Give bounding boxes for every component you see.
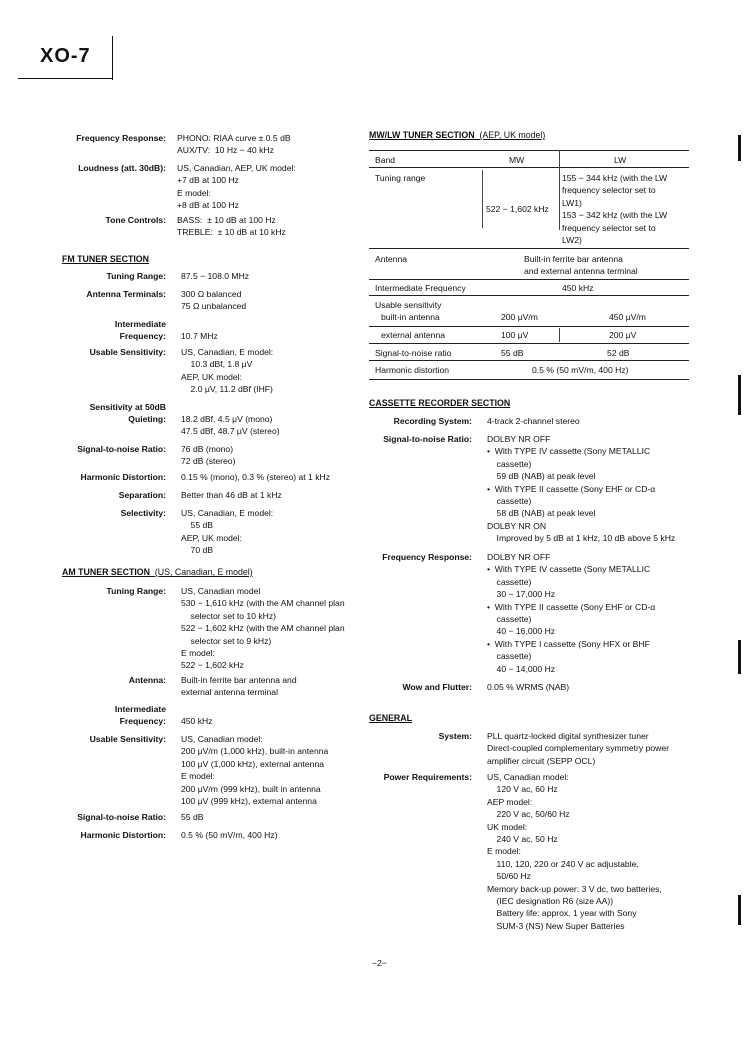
mwlw-row-tuning <box>369 167 689 245</box>
spec-value-line: 55 dB <box>181 520 214 531</box>
spec-label-text: Frequency: <box>119 716 166 726</box>
sens-builtin-label: built-in antenna <box>381 312 440 322</box>
spec-value-line: 55 dB <box>181 812 204 822</box>
spec-label-text: Quieting: <box>128 414 166 424</box>
spec-label-text: Antenna Terminals: <box>86 289 166 299</box>
spec-label-text: Selectivity: <box>120 508 166 518</box>
spec-value-line: cassette) <box>487 651 532 662</box>
spec-label-text: System: <box>438 731 472 741</box>
sens-external-mw: 100 μV <box>501 330 529 340</box>
spec-value-line: 50/60 Hz <box>487 871 531 882</box>
spec-value-line: BASS: ± 10 dB at 100 Hz <box>177 215 276 225</box>
spec-value-line: 2.0 μV, 11.2 dBf (IHF) <box>181 384 273 395</box>
spec-value-line: UK model: <box>487 821 528 832</box>
spec-value-line: 18.2 dBf, 4.5 μV (mono) <box>181 414 273 424</box>
spec-value-line: DOLBY NR OFF <box>487 434 551 444</box>
spec-value-line: 40 − 14,000 Hz <box>487 663 556 674</box>
cell-line: 155 − 344 kHz (with the LW <box>562 173 668 183</box>
spec-label-text: Antenna: <box>128 675 166 685</box>
spec-value-line: SUM-3 (NS) New Super Batteries <box>487 920 625 931</box>
mwlw-row-sensitivity <box>369 295 689 322</box>
thd-value: 0.5 % (50 mV/m, 400 Hz) <box>532 365 629 375</box>
scan-edge-mark <box>738 895 741 925</box>
cell-line: LW2) <box>562 235 582 245</box>
spec-label-text: Frequency Response: <box>382 552 472 562</box>
spec-value-line: 530 − 1,610 kHz (with the AM channel plan <box>181 598 345 609</box>
spec-value-line: • With TYPE IV cassette (Sony METALLIC <box>487 446 651 457</box>
am-title-text: AM TUNER SECTION <box>62 567 150 577</box>
spec-label-text: Usable Sensitivity: <box>89 347 166 357</box>
cell-line: 153 − 342 kHz (with the LW <box>562 210 668 221</box>
general-section-title: GENERAL <box>369 713 413 723</box>
mwlw-section-title <box>369 129 545 141</box>
sensitivity-label: Usable sensitivity <box>375 300 442 310</box>
table-divider-sens <box>559 328 560 342</box>
spec-value-line: US, Canadian model: <box>487 772 569 782</box>
spec-value-line: amplifier circuit (SEPP OCL) <box>487 755 596 766</box>
if-value: 450 kHz <box>562 283 594 293</box>
spec-value-line: PLL quartz-locked digital synthesizer tuner <box>487 731 649 741</box>
spec-value-line: E model: <box>181 648 215 658</box>
header-rule-horizontal <box>18 78 113 79</box>
spec-value-line: +7 dB at 100 Hz <box>177 175 239 186</box>
spec-label-text: Usable Sensitivity: <box>89 734 166 744</box>
header-rule-vertical <box>112 36 113 80</box>
scan-edge-mark <box>738 640 741 674</box>
thd-label: Harmonic distortion <box>375 365 450 375</box>
mwlw-title-text: MW/LW TUNER SECTION <box>369 130 475 140</box>
spec-value-line: DOLBY NR ON <box>487 520 547 531</box>
mwlw-subtitle: (AEP, UK model) <box>479 130 546 140</box>
spec-label-text: Sensitivity at 50dB <box>89 402 166 412</box>
spec-value-line: 58 dB (NAB) at peak level <box>487 508 596 519</box>
spec-value-line: 200 μV/m (1,000 kHz), built-in antenna <box>181 746 329 757</box>
spec-value-line: PHONO: RIAA curve ± 0.5 dB <box>177 133 291 143</box>
spec-value-line: 220 V ac, 50/60 Hz <box>487 809 570 820</box>
spec-value-line: 0.5 % (50 mV/m, 400 Hz) <box>181 830 278 840</box>
antenna-label: Antenna <box>375 254 408 264</box>
spec-value-line: 10.3 dBf, 1.8 μV <box>181 359 253 370</box>
spec-value-line: 120 V ac, 60 Hz <box>487 784 558 795</box>
spec-value-line: (IEC designation R6 (size AA)) <box>487 896 614 906</box>
page-number: −2− <box>372 958 387 968</box>
spec-value-line: AUX/TV: 10 Hz − 40 kHz <box>177 145 274 156</box>
spec-value-line: 450 kHz <box>181 716 213 726</box>
spec-value-line: 4-track 2-channel stereo <box>487 416 580 426</box>
spec-value-line: AEP, UK model: <box>181 532 242 543</box>
cell-line: Built-in ferrite bar antenna <box>524 254 623 264</box>
spec-value-line: US, Canadian model <box>181 586 261 596</box>
spec-value-line: 76 dB (mono) <box>181 444 234 454</box>
spec-value-line: 100 μV (1,000 kHz), external antenna <box>181 758 325 769</box>
cell-line: LW1) <box>562 197 582 208</box>
mwlw-row-snr <box>369 343 689 358</box>
spec-value-line: US, Canadian, E model: <box>181 508 274 518</box>
mwlw-row-if <box>369 279 689 293</box>
spec-value-line: cassette) <box>487 576 532 587</box>
table-divider-mw <box>482 170 483 228</box>
spec-value-line: • With TYPE II cassette (Sony EHF or CD-α <box>487 483 656 494</box>
spec-label-text: Loudness (att. 30dB): <box>78 163 166 173</box>
spec-label-text: Frequency Response: <box>76 133 166 143</box>
col-header-band: Band <box>375 155 396 165</box>
spec-label-text: Signal-to-noise Ratio: <box>383 434 472 444</box>
spec-label-text: Separation: <box>118 490 166 500</box>
spec-label-text: Signal-to-noise Ratio: <box>77 444 166 454</box>
spec-label-text: Intermediate <box>114 319 166 329</box>
spec-label-text: Tuning Range: <box>106 586 166 596</box>
spec-value-line: +8 dB at 100 Hz <box>177 200 239 211</box>
spec-value-line: 10.7 MHz <box>181 331 218 341</box>
spec-value-line: 200 μV/m (999 kHz), built in antenna <box>181 783 321 794</box>
spec-value-line: 75 Ω unbalanced <box>181 301 247 312</box>
spec-value-line: external antenna terminal <box>181 687 278 698</box>
sens-external-label: external antenna <box>381 330 446 340</box>
am-subtitle: (US, Canadian, E model) <box>154 567 253 577</box>
spec-value-line: selector set to 9 kHz) <box>181 635 272 646</box>
cell-line: frequency selector set to <box>562 222 656 233</box>
spec-value-line: AEP model: <box>487 796 533 807</box>
cell-line: and external antenna terminal <box>524 266 638 277</box>
spec-value-line: 522 − 1,602 kHz (with the AM channel plan <box>181 623 345 634</box>
spec-value-line: • With TYPE II cassette (Sony EHF or CD-α <box>487 601 656 612</box>
am-section-title <box>62 566 253 578</box>
tuning-range-label: Tuning range <box>375 173 426 183</box>
spec-value-line: Memory back-up power: 3 V dc, two batteries, <box>487 883 662 894</box>
tuning-range-mw: 522 − 1,602 kHz <box>486 204 549 214</box>
snr-lw: 52 dB <box>607 348 630 358</box>
spec-value-line: US, Canadian, E model: <box>181 347 274 357</box>
spec-label-text: Tuning Range: <box>106 271 166 281</box>
spec-value-line: US, Canadian model: <box>181 734 263 744</box>
spec-value-line: AEP, UK model: <box>181 371 242 382</box>
col-header-lw: LW <box>614 155 627 165</box>
spec-value-line: TREBLE: ± 10 dB at 10 kHz <box>177 227 286 238</box>
sens-builtin-lw: 450 μV/m <box>609 312 646 322</box>
if-label: Intermediate Frequency <box>375 283 466 293</box>
spec-value-line: • With TYPE I cassette (Sony HFX or BHF <box>487 638 650 649</box>
spec-value-line: 87.5 − 108.0 MHz <box>181 271 250 281</box>
spec-value-line: E model: <box>177 187 211 198</box>
spec-label-text: Intermediate <box>114 704 166 714</box>
spec-label-text: Recording System: <box>393 416 472 426</box>
spec-label-text: Signal-to-noise Ratio: <box>77 812 166 822</box>
spec-value-line: 110, 120, 220 or 240 V ac adjustable, <box>487 858 639 869</box>
spec-value-line: 47.5 dBf, 48.7 μV (stereo) <box>181 426 280 437</box>
spec-value-line: DOLBY NR OFF <box>487 552 551 562</box>
mwlw-header-row <box>369 150 689 165</box>
spec-label-text: Frequency: <box>119 331 166 341</box>
spec-value-line: E model: <box>487 846 521 857</box>
model-title: XO-7 <box>40 45 91 67</box>
spec-value-line: cassette) <box>487 496 532 506</box>
spec-value-line: 100 μV (999 kHz), external antenna <box>181 796 317 806</box>
mwlw-row-antenna <box>369 248 689 277</box>
spec-value-line: US, Canadian, AEP, UK model: <box>177 163 296 173</box>
cassette-section-title: CASSETTE RECORDER SECTION <box>369 398 511 408</box>
spec-value-line: 300 Ω balanced <box>181 289 242 299</box>
table-divider-lw <box>559 150 560 230</box>
spec-label-text: Wow and Flutter: <box>402 682 472 692</box>
spec-value-line: 0.05 % WRMS (NAB) <box>487 682 570 692</box>
spec-label-text: Harmonic Distortion: <box>80 830 166 840</box>
spec-value-line: 0.15 % (mono), 0.3 % (stereo) at 1 kHz <box>181 472 331 482</box>
spec-label-text: Power Requirements: <box>383 772 472 782</box>
spec-value-line: 72 dB (stereo) <box>181 456 236 467</box>
spec-value-line: • With TYPE IV cassette (Sony METALLIC <box>487 564 651 575</box>
cell-line: frequency selector set to <box>562 185 656 196</box>
spec-value-line: Direct-coupled complementary symmetry power <box>487 743 669 754</box>
scan-edge-mark <box>738 135 741 161</box>
snr-mw: 55 dB <box>501 348 524 358</box>
snr-label: Signal-to-noise ratio <box>375 348 452 358</box>
spec-value-line: cassette) <box>487 614 532 624</box>
fm-section-title: FM TUNER SECTION <box>62 254 149 264</box>
spec-label-text: Tone Controls: <box>105 215 166 225</box>
sens-builtin-mw: 200 μV/m <box>501 312 538 322</box>
sens-external-lw: 200 μV <box>609 330 637 340</box>
spec-value-line: 70 dB <box>181 545 214 556</box>
spec-value-line: E model: <box>181 771 215 782</box>
spec-value-line: Built-in ferrite bar antenna and <box>181 675 297 685</box>
spec-value-line: Improved by 5 dB at 1 kHz, 10 dB above 5 kHz <box>487 533 676 544</box>
col-header-mw: MW <box>509 155 525 165</box>
mwlw-row-ext-antenna <box>369 326 689 340</box>
mwlw-row-thd <box>369 360 689 375</box>
spec-value-line: 30 − 17,000 Hz <box>487 589 556 600</box>
spec-value-line: selector set to 10 kHz) <box>181 610 277 621</box>
spec-value-line: 59 dB (NAB) at peak level <box>487 471 596 482</box>
spec-value-line: 522 − 1,602 kHz <box>181 660 244 671</box>
spec-label-text: Harmonic Distortion: <box>80 472 166 482</box>
spec-value-line: 240 V ac, 50 Hz <box>487 834 558 844</box>
spec-value-line: Battery life: approx. 1 year with Sony <box>487 908 637 919</box>
scan-edge-mark <box>738 375 741 415</box>
spec-value-line: cassette) <box>487 458 532 469</box>
mwlw-table-bottom-rule <box>369 379 689 380</box>
spec-value-line: 40 − 16,000 Hz <box>487 626 556 637</box>
spec-value-line: Better than 46 dB at 1 kHz <box>181 490 282 500</box>
